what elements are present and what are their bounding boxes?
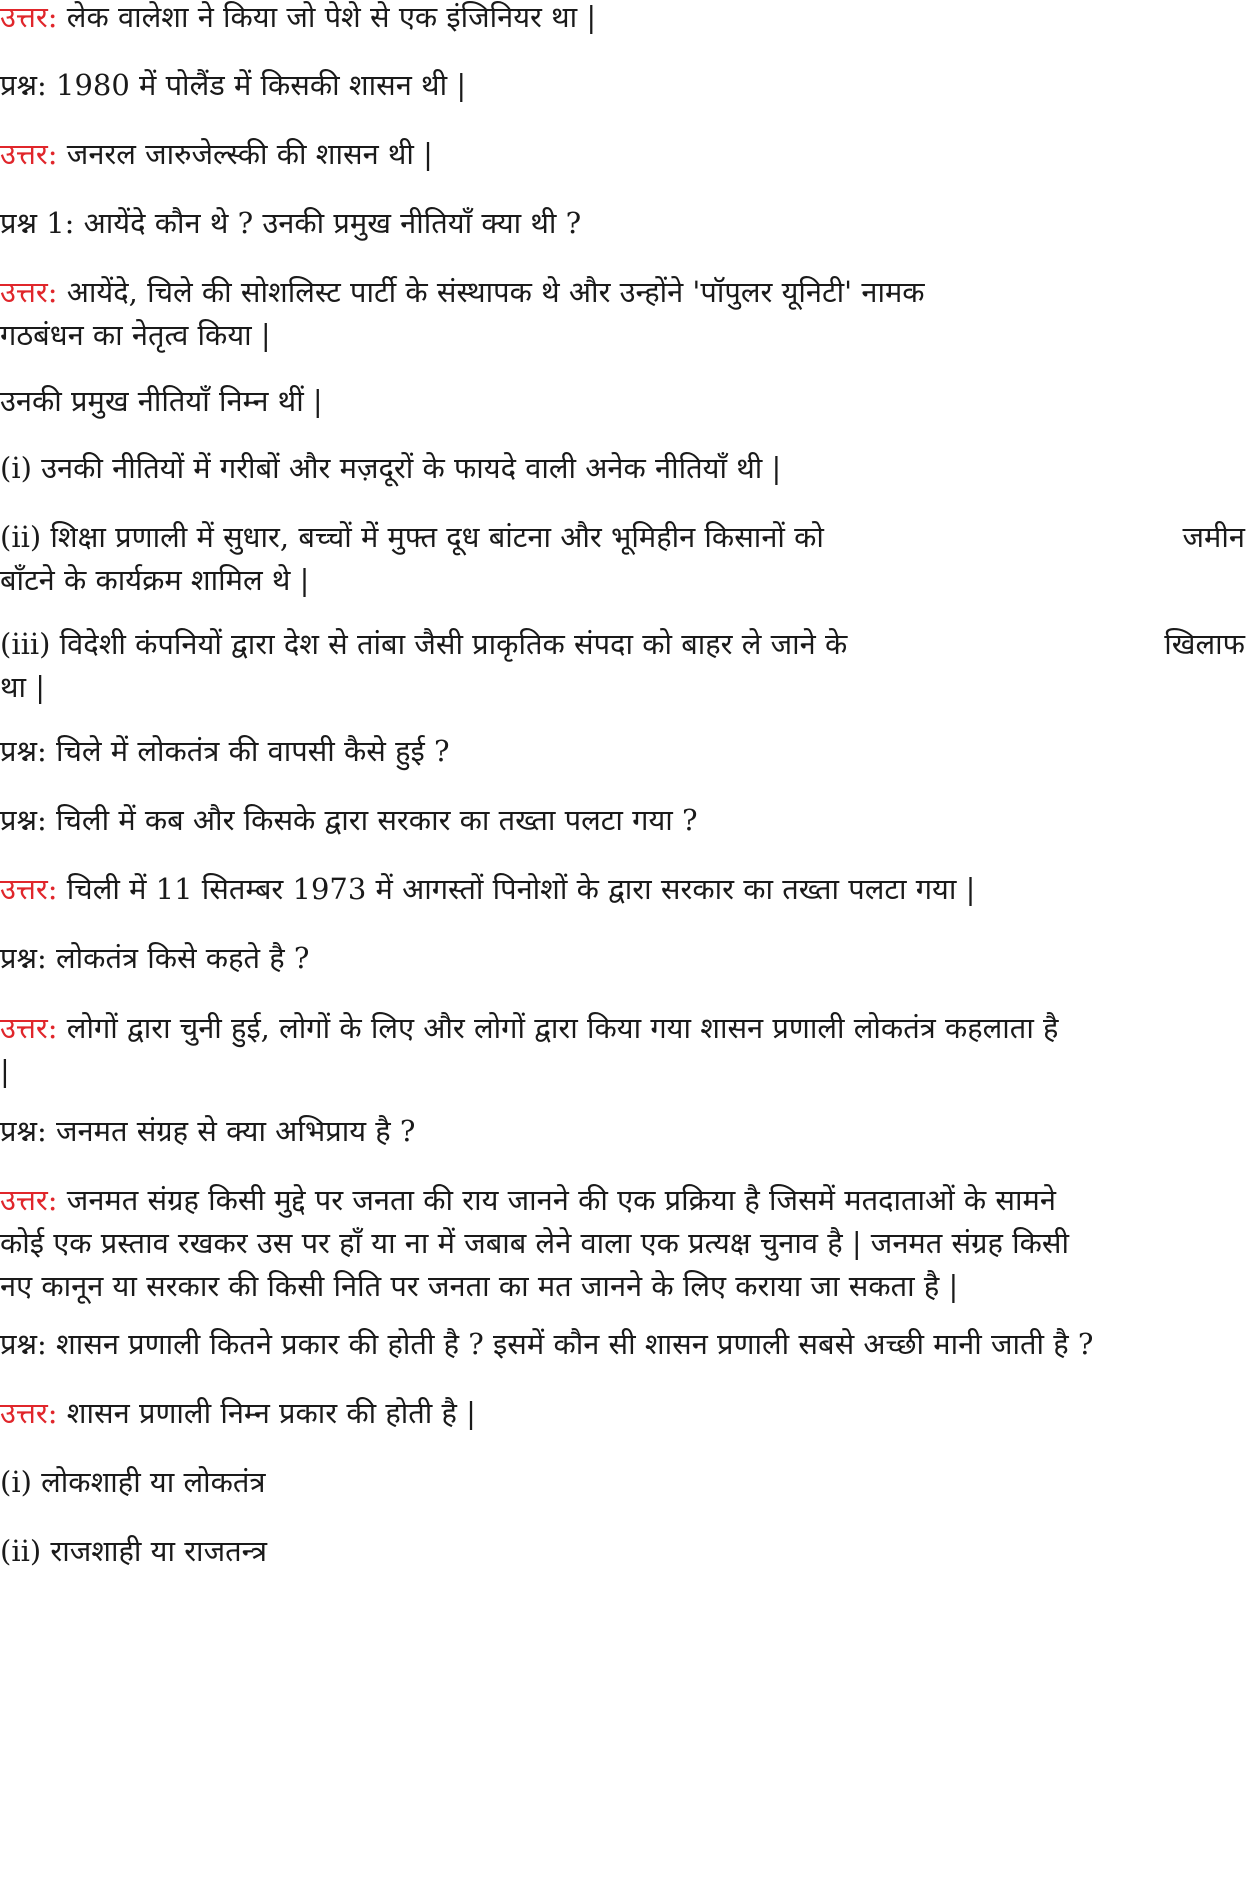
answer-paragraph: [0, 1392, 1245, 1435]
question-label: प्रश्न:: [0, 1327, 47, 1361]
question-label: प्रश्न 1:: [0, 206, 75, 240]
answer-paragraph: [0, 271, 1245, 357]
answer-text-line: लोगों द्वारा चुनी हुई, लोगों के लिए और लोगों द्वारा किया गया शासन प्रणाली लोकतंत्र कहलाता है: [57, 1011, 1059, 1045]
question-label: प्रश्न:: [0, 68, 47, 102]
question-text: शासन प्रणाली कितने प्रकार की होती है ? इसमें कौन सी शासन प्रणाली सबसे अच्छी मानी जाती है ?: [46, 1327, 1094, 1361]
question-text: जनमत संग्रह से क्या अभिप्राय है ?: [46, 1114, 416, 1148]
answer-label: उत्तर:: [0, 1396, 58, 1430]
list-item-text-end: खिलाफ: [1164, 627, 1245, 661]
question-paragraph: [0, 799, 1245, 842]
policies-intro: [0, 380, 1245, 423]
answer-paragraph: [0, 1007, 1245, 1093]
question-paragraph: [0, 64, 1245, 107]
paragraph-text: उनकी प्रमुख नीतियाँ निम्न थीं |: [0, 384, 323, 418]
list-item-text-line: था |: [0, 670, 46, 704]
answer-label: उत्तर:: [0, 137, 58, 171]
list-item-text-end: जमीन: [1182, 520, 1245, 554]
list-item-text: (ii) राजशाही या राजतन्त्र: [0, 1534, 268, 1568]
answer-label: उत्तर:: [0, 1183, 58, 1217]
question-label: प्रश्न:: [0, 803, 47, 837]
answer-text-line: नए कानून या सरकार की किसी निति पर जनता का मत जानने के लिए कराया जा सकता है |: [0, 1269, 959, 1303]
answer-text: लेक वालेशा ने किया जो पेशे से एक इंजिनियर था |: [57, 0, 597, 34]
answer-paragraph: [0, 133, 1245, 176]
question-label: प्रश्न:: [0, 941, 47, 975]
list-item-text: (iii) विदेशी कंपनियों द्वारा देश से तांबा जैसी प्राकृतिक संपदा को बाहर ले जाने के: [0, 627, 848, 661]
question-text: चिले में लोकतंत्र की वापसी कैसे हुई ?: [46, 734, 450, 768]
list-item-text: (ii) शिक्षा प्रणाली में सुधार, बच्चों में मुफ्त दूध बांटना और भूमिहीन किसानों को: [0, 520, 824, 554]
answer-text-line: जनमत संग्रह किसी मुद्दे पर जनता की राय जानने की एक प्रक्रिया है जिसमें मतदाताओं के सामने: [57, 1183, 1056, 1217]
answer-label: उत्तर:: [0, 1011, 58, 1045]
answer-text-line: गठबंधन का नेतृत्व किया |: [0, 318, 271, 352]
question-paragraph: [0, 202, 1245, 245]
answer-text: चिली में 11 सितम्बर 1973 में आगस्तों पिनोशों के द्वारा सरकार का तख्ता पलटा गया |: [57, 872, 976, 906]
question-label: प्रश्न:: [0, 1114, 47, 1148]
answer-text: शासन प्रणाली निम्न प्रकार की होती है |: [57, 1396, 476, 1430]
answer-paragraph: [0, 868, 1245, 911]
list-item-text: (i) लोकशाही या लोकतंत्र: [0, 1465, 266, 1499]
question-paragraph: [0, 1323, 1245, 1366]
answer-text-line: आयेंदे, चिले की सोशलिस्ट पार्टी के संस्थापक थे और उन्होंने 'पॉपुलर यूनिटी' नामक: [57, 275, 925, 309]
question-paragraph: [0, 937, 1245, 980]
question-text: 1980 में पोलैंड में किसकी शासन थी |: [46, 68, 467, 102]
question-text: आयेंदे कौन थे ? उनकी प्रमुख नीतियाँ क्या थी ?: [74, 206, 582, 240]
answer-label: उत्तर:: [0, 872, 58, 906]
answer-text: जनरल जारुजेल्स्की की शासन थी |: [57, 137, 433, 171]
answer-paragraph: [0, 1179, 1245, 1308]
list-item: [0, 623, 1245, 709]
question-text: चिली में कब और किसके द्वारा सरकार का तख्ता पलटा गया ?: [46, 803, 698, 837]
list-item: [0, 447, 1245, 490]
answer-text-line: |: [0, 1054, 10, 1088]
answer-paragraph: [0, 0, 1245, 39]
list-item: [0, 1461, 1245, 1504]
question-text: लोकतंत्र किसे कहते है ?: [46, 941, 310, 975]
answer-label: उत्तर:: [0, 0, 58, 34]
list-item: [0, 1530, 1245, 1573]
list-item-text-line: बाँटने के कार्यक्रम शामिल थे |: [0, 563, 310, 597]
list-item: [0, 516, 1245, 602]
question-paragraph: [0, 1110, 1245, 1153]
question-paragraph: [0, 730, 1245, 773]
answer-label: उत्तर:: [0, 275, 58, 309]
answer-text-line: कोई एक प्रस्ताव रखकर उस पर हाँ या ना में जबाब लेने वाला एक प्रत्यक्ष चुनाव है | जनमत संग्रह किसी: [0, 1226, 1069, 1260]
question-label: प्रश्न:: [0, 734, 47, 768]
list-item-text: (i) उनकी नीतियों में गरीबों और मज़दूरों के फायदे वाली अनेक नीतियाँ थी |: [0, 451, 782, 485]
